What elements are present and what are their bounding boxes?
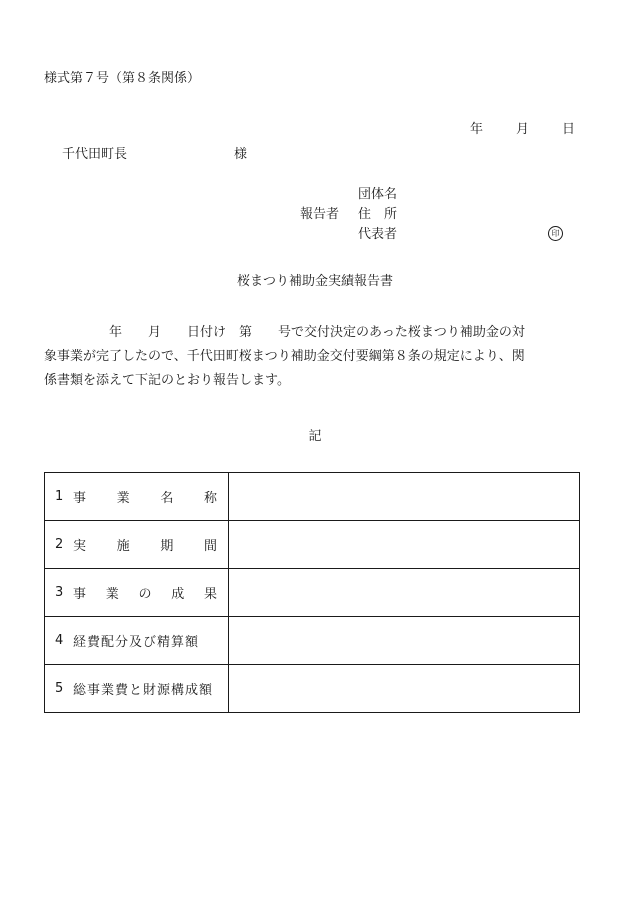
table-row xyxy=(45,617,580,665)
item-label-char: 事 xyxy=(73,491,87,506)
addressee-name: 千代田町長 xyxy=(62,147,128,162)
body-line-1: 年 月 日付け 第 号で交付決定のあった桜まつり補助金の対 xyxy=(44,325,525,340)
item-label: 経費配分及び精算額 xyxy=(73,635,200,650)
item-label-cell xyxy=(45,569,229,617)
item-number: 3 xyxy=(55,585,64,600)
item-number: 4 xyxy=(55,633,64,648)
table-row xyxy=(45,521,580,569)
item-label-cell xyxy=(45,617,229,665)
item-label-char: 業 xyxy=(116,491,130,506)
item-label xyxy=(73,487,217,506)
item-label-cell xyxy=(45,521,229,569)
ki-heading: 記 xyxy=(308,429,322,444)
reporter-organization-label: 団体名 xyxy=(358,187,398,202)
item-value-cell[interactable] xyxy=(229,473,580,521)
body-line-2: 象事業が完了したので、千代田町桜まつり補助金交付要綱第８条の規定により、関 xyxy=(44,349,525,364)
reporter-label: 報告者 xyxy=(300,207,340,222)
addressee-honorific: 様 xyxy=(234,147,248,162)
item-label-char: 果 xyxy=(203,587,217,602)
item-label: 総事業費と財源構成額 xyxy=(73,683,214,698)
item-value-cell[interactable] xyxy=(229,521,580,569)
item-label-char: 成 xyxy=(171,587,185,602)
item-label xyxy=(73,535,217,554)
item-label-char: 業 xyxy=(105,587,119,602)
reporter-address-label: 住 所 xyxy=(358,207,398,222)
item-label-char: 実 xyxy=(73,539,87,554)
date-year: 年 xyxy=(470,122,484,137)
item-value-cell[interactable] xyxy=(229,617,580,665)
item-number: 1 xyxy=(55,489,64,504)
date-day: 日 xyxy=(562,122,576,137)
date-month: 月 xyxy=(516,122,530,137)
date-line xyxy=(470,121,582,139)
table-row xyxy=(45,569,580,617)
table-row xyxy=(45,473,580,521)
item-label-char: 間 xyxy=(203,539,217,554)
table-row xyxy=(45,665,580,713)
item-label-char: の xyxy=(138,587,152,602)
seal-mark-icon: 印 xyxy=(548,226,563,241)
item-label-cell xyxy=(45,473,229,521)
document-title: 桜まつり補助金実績報告書 xyxy=(236,274,393,289)
form-number: 様式第７号（第８条関係） xyxy=(44,71,201,86)
item-label-char: 名 xyxy=(160,491,174,506)
body-line-3: 係書類を添えて下記のとおり報告します。 xyxy=(44,373,290,388)
item-label-cell xyxy=(45,665,229,713)
item-value-cell[interactable] xyxy=(229,665,580,713)
item-label xyxy=(73,583,217,602)
item-label-char: 称 xyxy=(203,491,217,506)
item-number: 5 xyxy=(55,681,64,696)
item-label-char: 期 xyxy=(160,539,174,554)
body-text xyxy=(44,321,584,393)
item-number: 2 xyxy=(55,537,64,552)
item-label-char: 施 xyxy=(116,539,130,554)
reporter-representative-label: 代表者 xyxy=(358,227,398,242)
items-table xyxy=(44,472,580,713)
item-label-char: 事 xyxy=(73,587,87,602)
item-value-cell[interactable] xyxy=(229,569,580,617)
